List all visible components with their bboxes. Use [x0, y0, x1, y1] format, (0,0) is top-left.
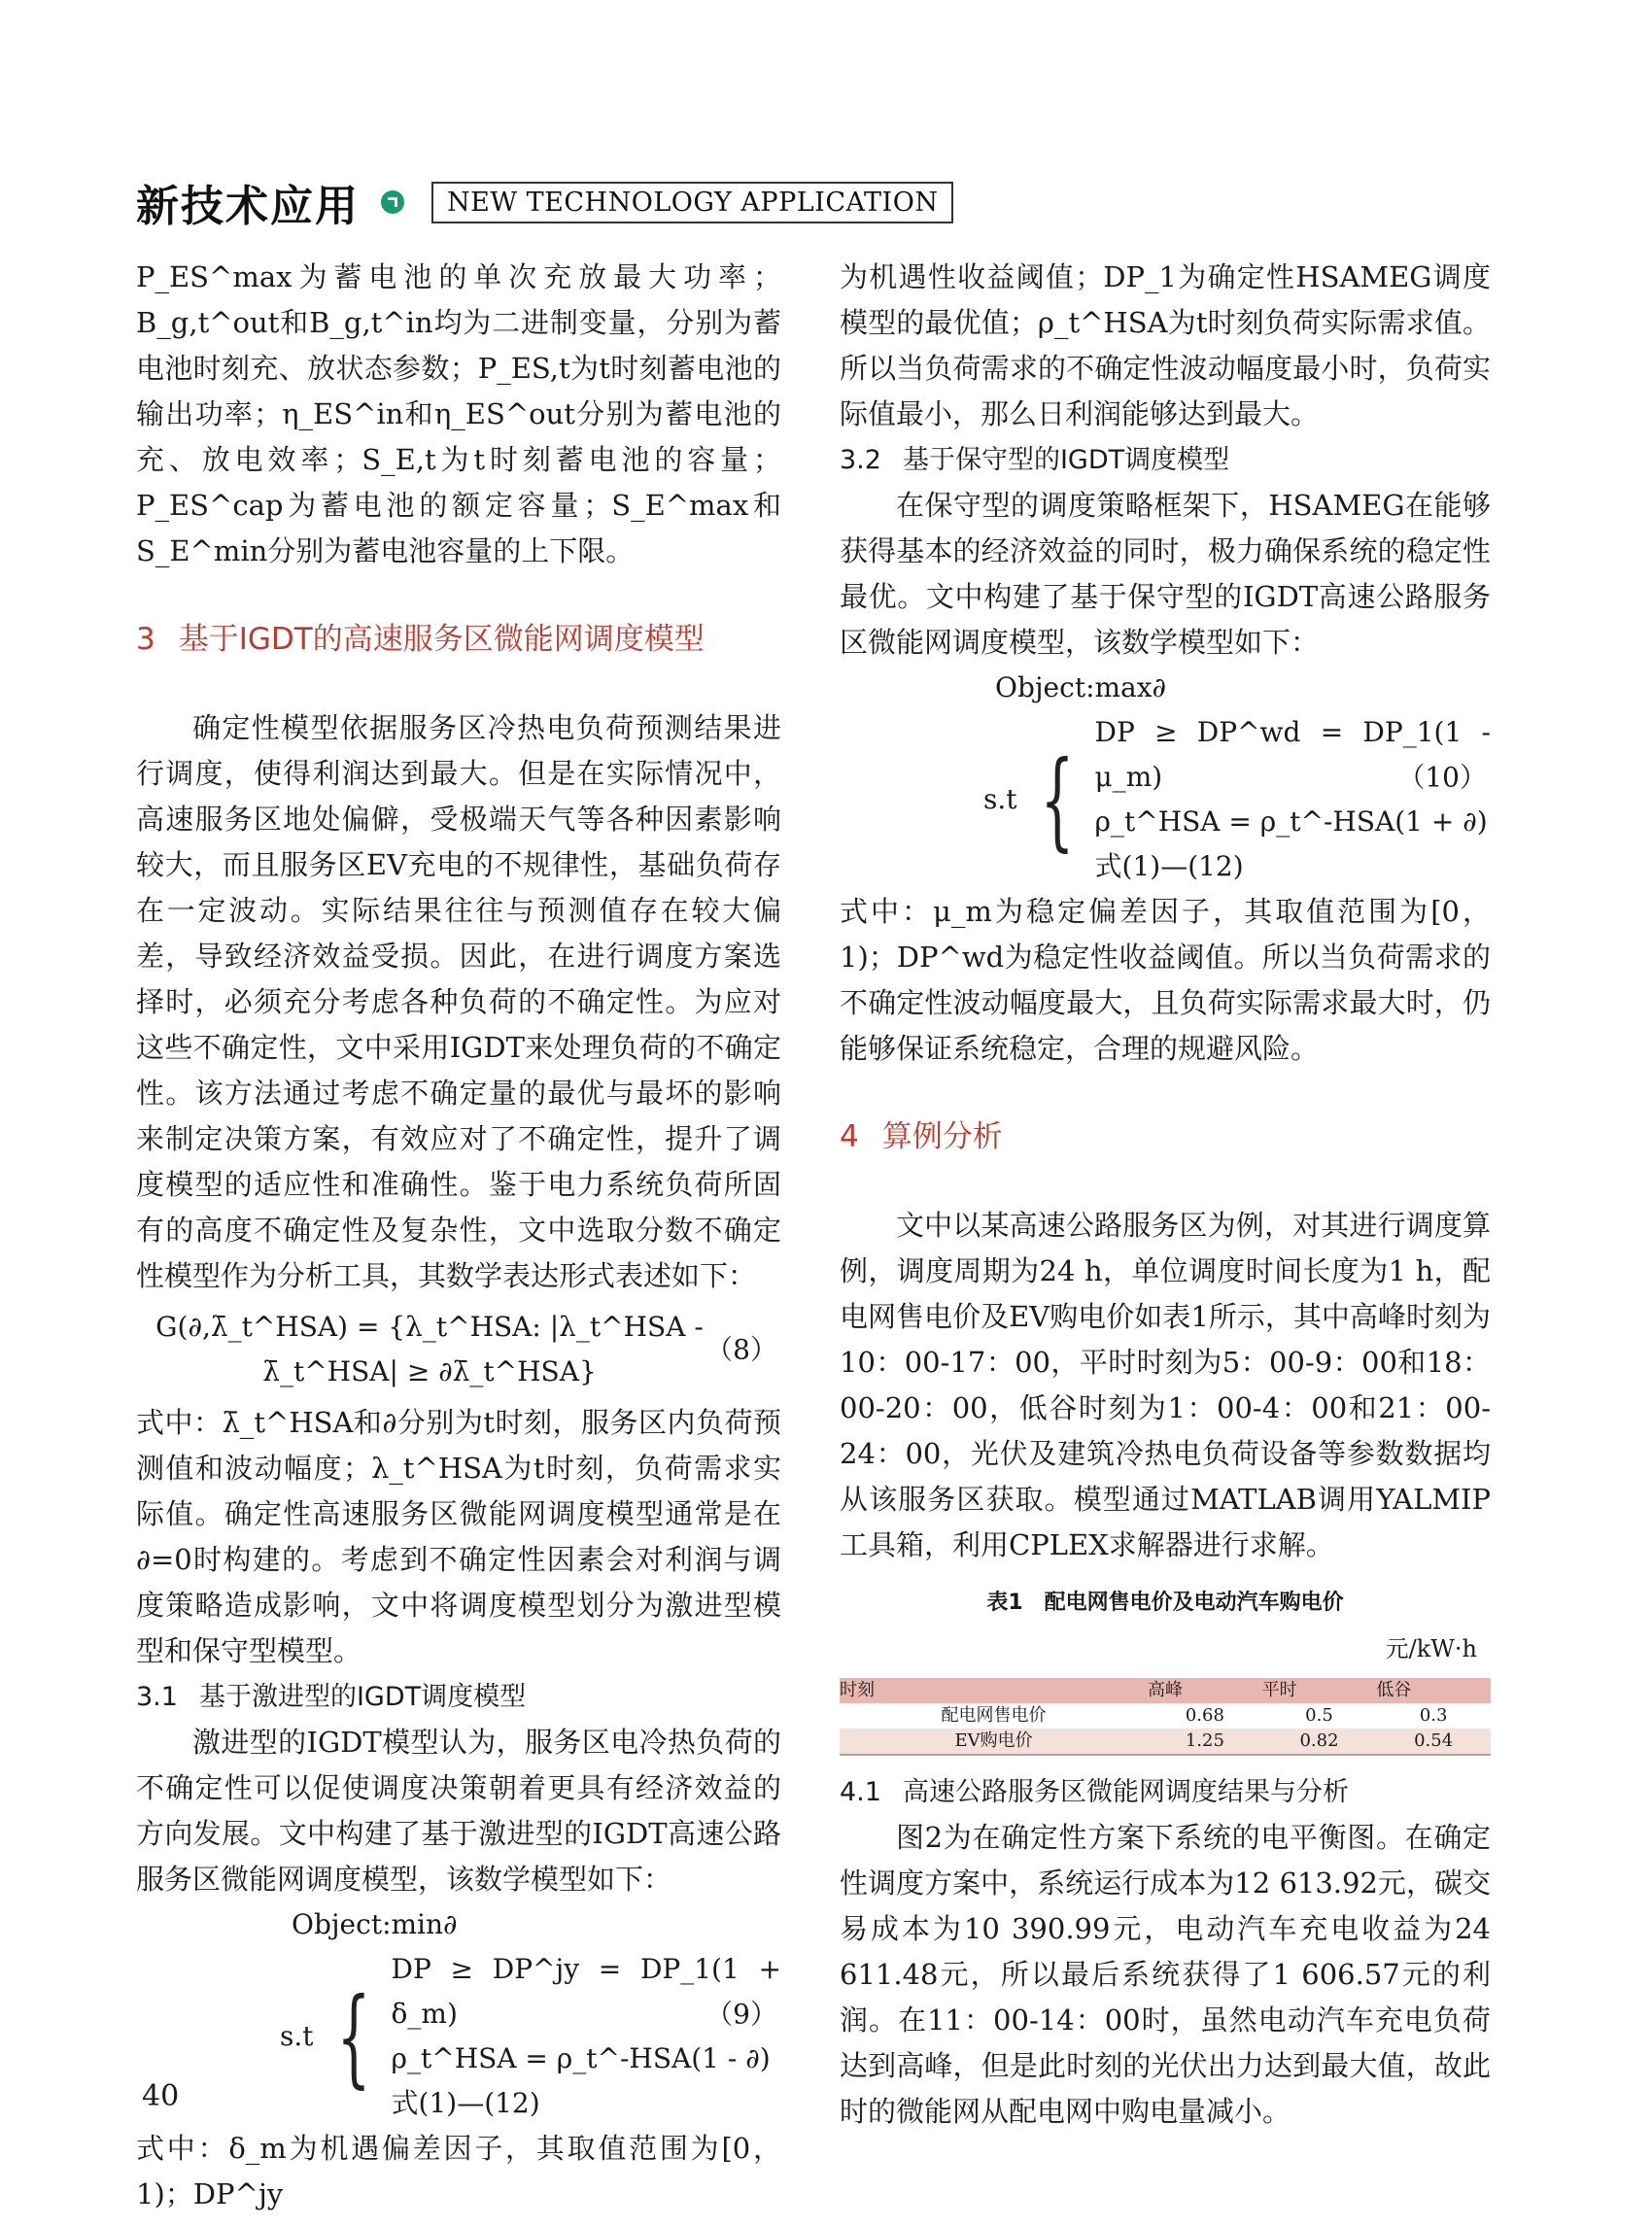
st-label: s.t — [280, 2020, 314, 2052]
section-brand-english: NEW TECHNOLOGY APPLICATION — [431, 182, 953, 223]
paragraph — [136, 2126, 781, 2217]
section-heading — [840, 1114, 1491, 1160]
subsection-number: 3.2 — [840, 445, 881, 475]
table-cell: 0.3 — [1419, 1705, 1448, 1726]
subsection-title: 基于保守型的IGDT调度模型 — [902, 445, 1230, 475]
table-cell: EV购电价 — [840, 1729, 1148, 1755]
text: 为机遇性收益阈值；DP_1为确定性HSAMEG调度模型的最优值；ρ_t^HSA为t时刻负荷实际需求值。所以当负荷需求的不确定性波动幅度最小时，负荷实际值最小，那么日利润能够达到最大。 — [840, 260, 1491, 430]
section-brand: 新技术应用 — [136, 182, 360, 231]
page-number: 40 — [142, 2079, 180, 2113]
paragraph — [136, 705, 781, 1299]
equation-constraints — [840, 710, 1491, 889]
text: 文中以某高速公路服务区为例，对其进行调度算例，调度周期为24 h，单位调度时间长度为1 h，配电网售电价及EV购电价如表1所示，其中高峰时刻为10：00-17：00，平时时刻为5：00-9：00和18：00-20：00，低谷时刻为1：00-4：00和21：00-24：00，光伏及建筑冷热电负荷设备等参数数据均从该服务区获取。模型通过MATLAB调用YALMIP工具箱，利用CPLEX求解器进行求解。 — [840, 1209, 1491, 1561]
constraint-line: ρ_t^HSA = ρ_t^-HSA(1 + ∂) — [1094, 805, 1488, 838]
table-header-cell: 高峰 — [1148, 1678, 1262, 1703]
table-header-cell: 平时 — [1262, 1678, 1377, 1703]
subsection-heading — [840, 1769, 1491, 1815]
constraint-line: DP ≥ DP^jy = DP_1(1 + δ_m) — [391, 1953, 781, 2030]
constraint-line: 式(1)—(12) — [391, 2087, 540, 2119]
table-header-cell: 低谷 — [1376, 1678, 1491, 1703]
subsection-heading — [840, 437, 1491, 483]
equation-objective: Object:max∂ — [995, 671, 1167, 703]
equation-constraints — [136, 1947, 781, 2126]
subsection-heading — [136, 1674, 781, 1720]
paragraph — [840, 255, 1491, 437]
equation-10 — [840, 666, 1491, 889]
subsection-number: 3.1 — [136, 1682, 178, 1712]
table-cell: 0.54 — [1376, 1729, 1491, 1755]
paragraph — [136, 255, 781, 574]
equation-8 — [136, 1305, 781, 1394]
subsection-title: 高速公路服务区微能网调度结果与分析 — [902, 1777, 1349, 1807]
section-title: 基于IGDT的高速服务区微能网调度模型 — [178, 622, 705, 657]
section-number: 3 — [136, 622, 155, 657]
subsection-number: 4.1 — [840, 1777, 881, 1807]
table-header-cell: 时刻 — [840, 1678, 1148, 1703]
equation-number: （8） — [706, 1333, 777, 1366]
table-cell: 1.25 — [1148, 1729, 1262, 1755]
paragraph — [136, 1720, 781, 1902]
constraint-line: ρ_t^HSA = ρ_t^-HSA(1 - ∂) — [391, 2042, 771, 2074]
page-header — [136, 173, 953, 231]
paragraph — [840, 483, 1491, 666]
equation-9 — [136, 1902, 781, 2126]
equation-body: G(∂,λ̄_t^HSA) = {λ_t^HSA: |λ_t^HSA - λ̄_t^HSA| ≥ ∂λ̄_t^HSA} — [155, 1311, 704, 1387]
equation-objective: Object:min∂ — [292, 1908, 458, 1940]
table-row — [840, 1729, 1491, 1755]
section-number: 4 — [840, 1119, 859, 1154]
text: P_ES^max为蓄电池的单次充放最大功率；B_g,t^out和B_g,t^in均为二进制变量，分别为蓄电池时刻充、放状态参数；P_ES,t为t时刻蓄电池的输出功率；η_ES^in和η_ES^out分别为蓄电池的充、放电效率；S_E,t为t时刻蓄电池的容量；P_ES^cap为蓄电池的额定容量；S_E^max和S_E^min分别为蓄电池容量的上下限。 — [136, 260, 781, 567]
text: 式中：λ̄_t^HSA和∂分别为t时刻，服务区内负荷预测值和波动幅度；λ_t^HSA为t时刻，负荷需求实际值。确定性高速服务区微能网调度模型通常是在∂=0时构建的。考虑到不确定性因素会对利润与调度策略造成影响，文中将调度模型划分为激进型模型和保守型模型。 — [136, 1406, 781, 1667]
section-title: 算例分析 — [881, 1119, 1003, 1154]
price-table — [840, 1678, 1491, 1756]
table-caption: 表1 配电网售电价及电动汽车购电价 — [986, 1591, 1344, 1615]
equation-number: （10） — [1397, 761, 1487, 794]
table-cell: 0.5 — [1305, 1705, 1333, 1726]
table-row — [840, 1703, 1491, 1729]
subsection-title: 基于激进型的IGDT调度模型 — [198, 1682, 527, 1712]
left-column — [136, 255, 781, 2217]
text: 在保守型的调度策略框架下，HSAMEG在能够获得基本的经济效益的同时，极力确保系统的稳定性最优。文中构建了基于保守型的IGDT高速公路服务区微能网调度模型，该数学模型如下： — [840, 489, 1491, 659]
constraint-line: DP ≥ DP^wd = DP_1(1 - μ_m) — [1094, 716, 1491, 793]
brace: { — [336, 1974, 371, 2099]
paragraph — [840, 1815, 1491, 2135]
table-cell: 配电网售电价 — [941, 1705, 1047, 1726]
table-cell: 0.68 — [1185, 1705, 1224, 1726]
section-heading — [136, 617, 781, 663]
table-unit: 元/kW·h — [1385, 1635, 1477, 1662]
text: 式中：μ_m为稳定偏差因子，其取值范围为[0，1)；DP^wd为稳定性收益阈值。所以当负荷需求的不确定性波动幅度最大，且负荷实际需求最大时，仍能够保证系统稳定，合理的规避风险。 — [840, 895, 1491, 1065]
table-cell: 0.82 — [1262, 1729, 1377, 1755]
paragraph — [840, 1203, 1491, 1568]
paragraph — [136, 1400, 781, 1674]
brace: { — [1040, 737, 1075, 862]
text: 图2为在确定性方案下系统的电平衡图。在确定性调度方案中，系统运行成本为12 613.92元，碳交易成本为10 390.99元，电动汽车充电收益为24 611.48元，所以最后系统获得了1 606.57元的利润。在11：00-14：00时，虽然电动汽车充电负荷达到高峰，但是此时刻的光伏出力达到最大值，故此时的微能网从配电网中购电量减小。 — [840, 1821, 1491, 2128]
equation-number: （9） — [706, 1998, 777, 2031]
constraint-line: 式(1)—(12) — [1094, 850, 1244, 882]
st-label: s.t — [983, 783, 1017, 815]
text: 确定性模型依据服务区冷热电负荷预测结果进行调度，使得利润达到最大。但是在实际情况中，高速服务区地处偏僻，受极端天气等各种因素影响较大，而且服务区EV充电的不规律性，基础负荷存在一定波动。实际结果往往与预测值存在较大偏差，导致经济效益受损。因此，在进行调度方案选择时，必须充分考虑各种负荷的不确定性。为应对这些不确定性，文中采用IGDT来处理负荷的不确定性。该方法通过考虑不确定量的最优与最坏的影响来制定决策方案，有效应对了不确定性，提升了调度模型的适应性和准确性。鉴于电力系统负荷所固有的高度不确定性及复杂性，文中选取分数不确定性模型作为分析工具，其数学表达形式表述如下： — [136, 711, 781, 1292]
table-header-row — [840, 1678, 1491, 1703]
right-column — [840, 255, 1491, 2135]
text: 激进型的IGDT模型认为，服务区电冷热负荷的不确定性可以促使调度决策朝着更具有经济效益的方向发展。文中构建了基于激进型的IGDT高速公路服务区微能网调度模型，该数学模型如下： — [136, 1726, 781, 1896]
paragraph — [840, 889, 1491, 1072]
arrow-circle-icon — [381, 190, 404, 214]
text: 式中：δ_m为机遇偏差因子，其取值范围为[0，1)；DP^jy — [136, 2132, 781, 2210]
